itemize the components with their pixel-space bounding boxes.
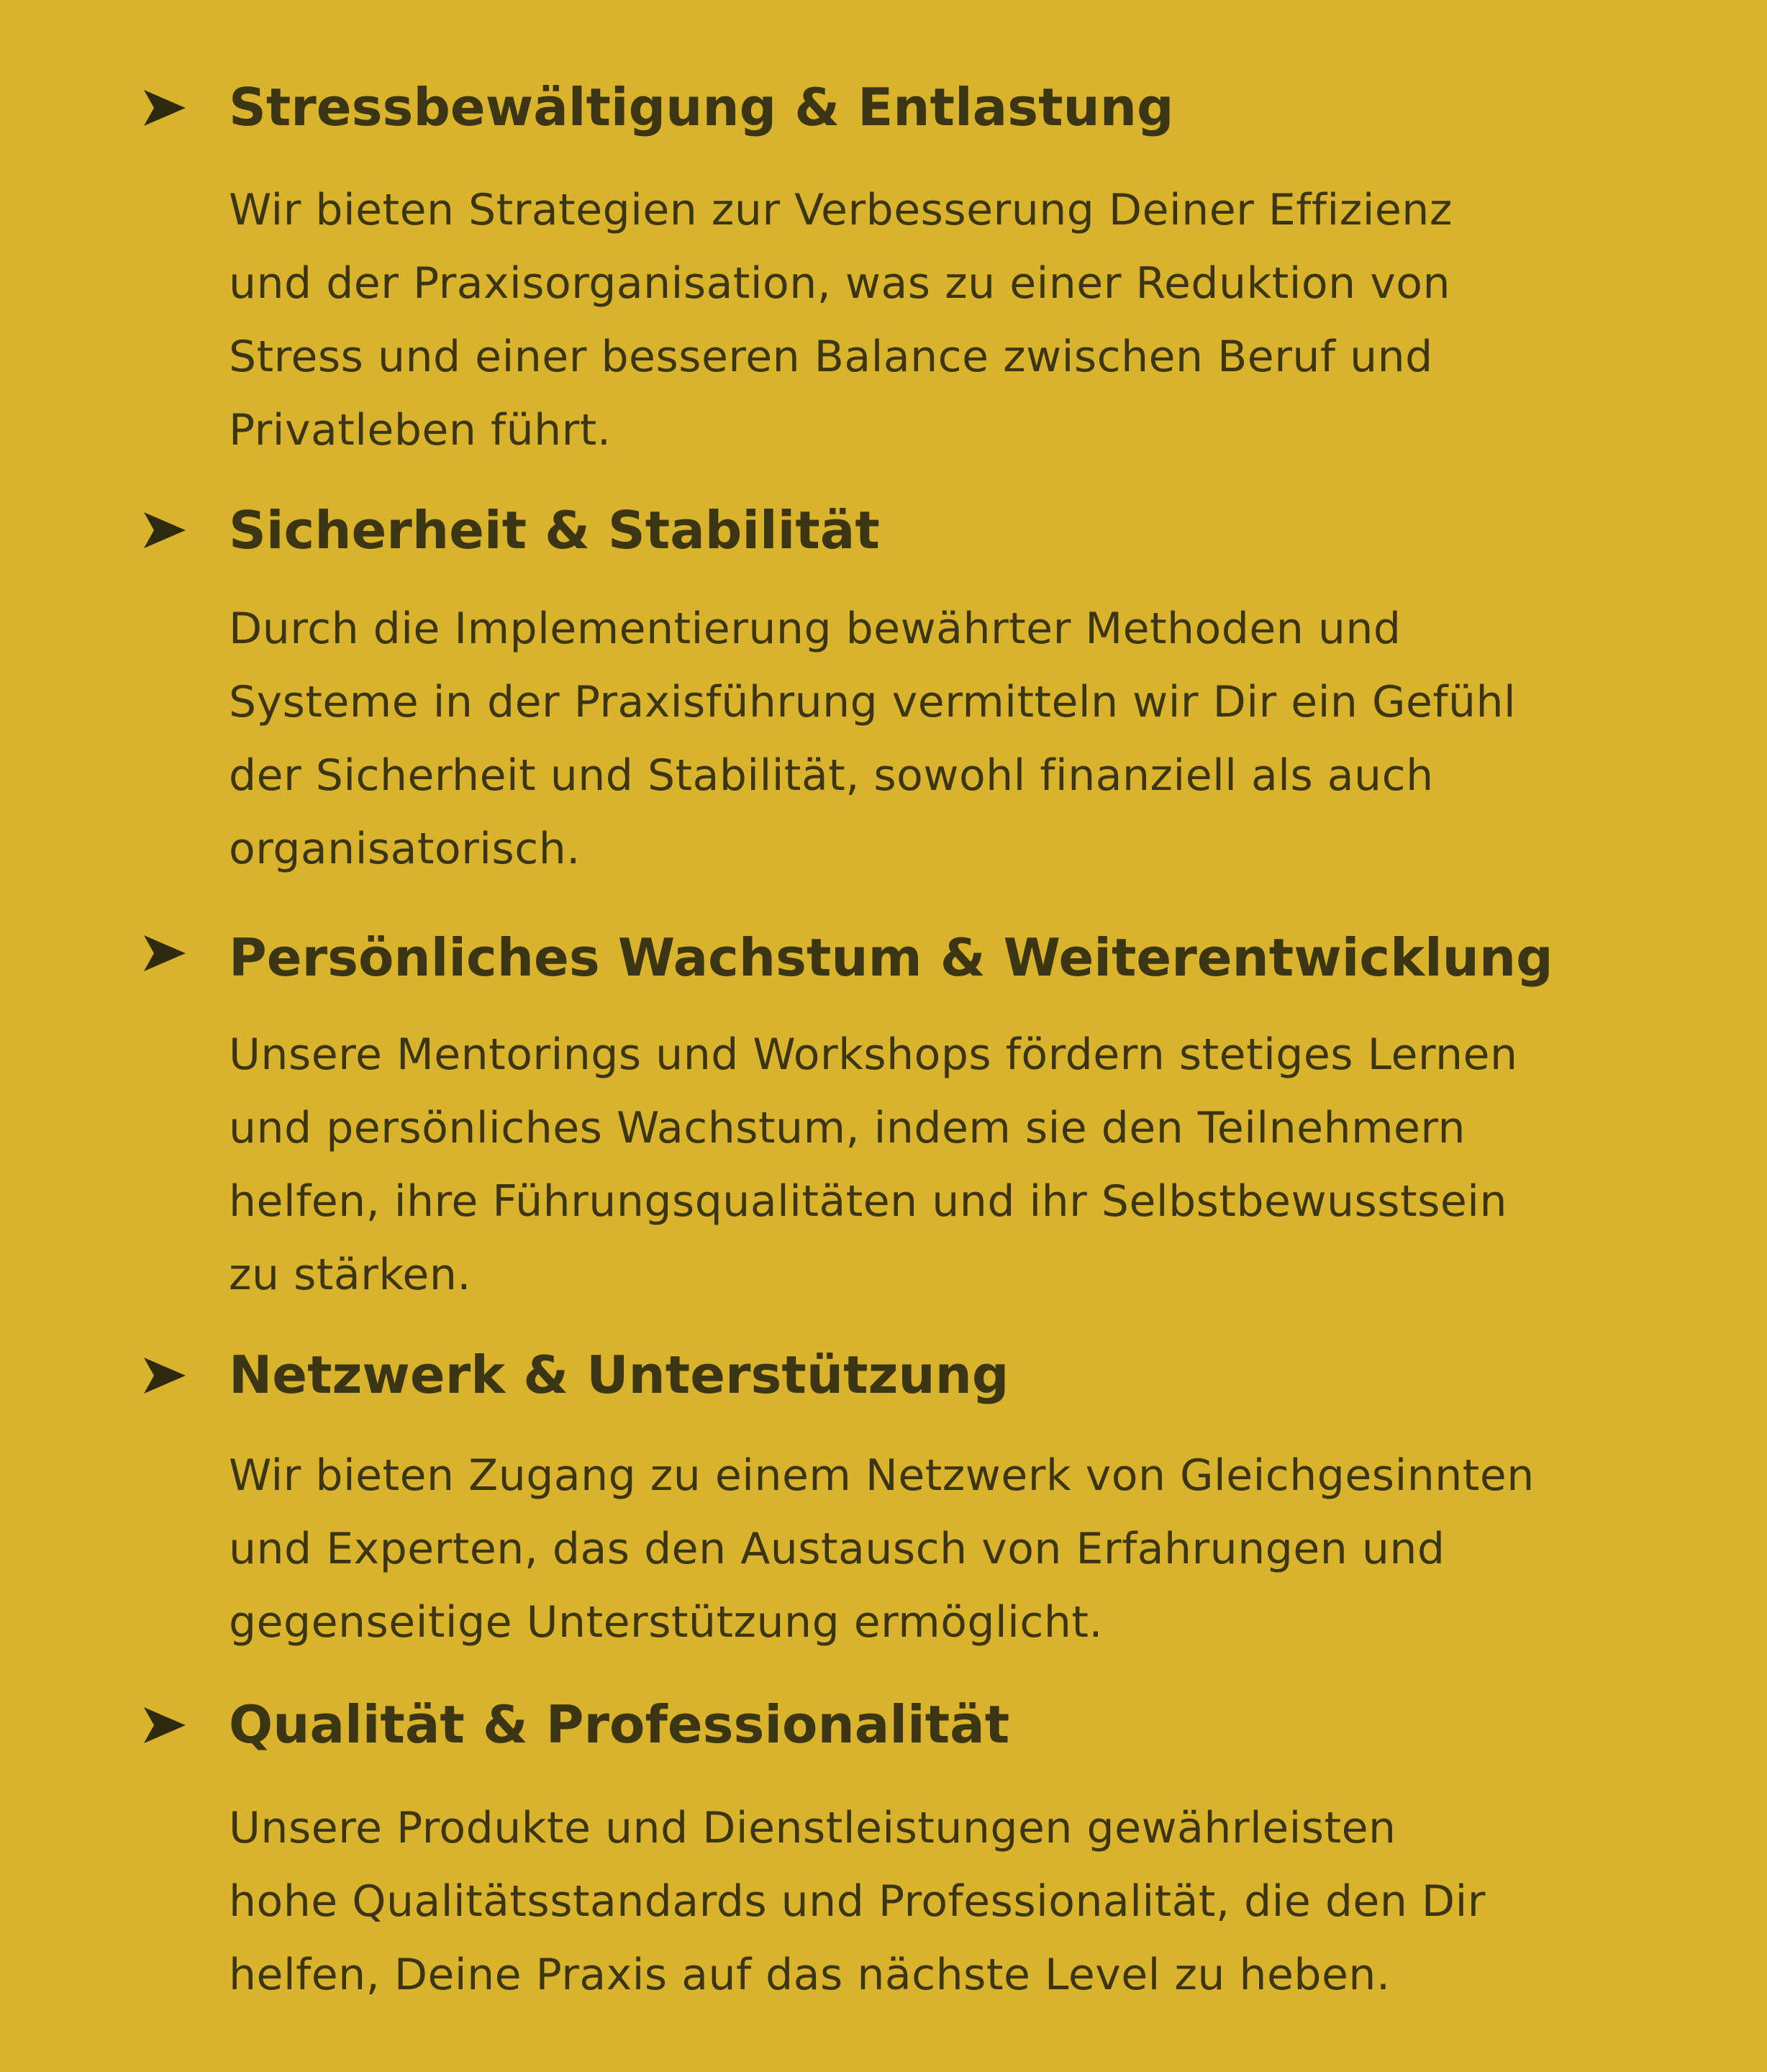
description-line: Privatleben führt. <box>229 405 612 455</box>
benefit-heading: Sicherheit & Stabilität <box>229 500 880 560</box>
description-line: Durch die Implementierung bewährter Methoden und <box>229 604 1402 654</box>
benefit-heading: Netzwerk & Unterstützung <box>229 1345 1009 1405</box>
description-line: helfen, Deine Praxis auf das nächste Level zu heben. <box>229 1950 1391 2000</box>
arrowhead-right-icon <box>144 1358 186 1394</box>
description-line: organisatorisch. <box>229 824 581 874</box>
description-line: und Experten, das den Austausch von Erfahrungen und <box>229 1524 1445 1574</box>
description-line: zu stärken. <box>229 1250 471 1300</box>
arrowhead-right-icon <box>144 935 186 971</box>
description-line: der Sicherheit und Stabilität, sowohl finanziell als auch <box>229 750 1434 801</box>
benefit-description <box>229 1018 1668 1312</box>
benefit-heading: Persönliches Wachstum & Weiterentwicklung <box>229 927 1553 988</box>
description-line: und persönliches Wachstum, indem sie den Teilnehmern <box>229 1103 1466 1153</box>
benefit-description <box>229 173 1668 467</box>
description-line: Unsere Mentorings und Workshops fördern stetiges Lernen <box>229 1030 1518 1080</box>
description-line: hohe Qualitätsstandards und Professionalität, die den Dir <box>229 1876 1486 1927</box>
arrowhead-right-icon <box>144 1707 186 1743</box>
benefit-heading: Stressbewältigung & Entlastung <box>229 77 1174 137</box>
description-line: Wir bieten Strategien zur Verbesserung Deiner Effizienz <box>229 185 1453 235</box>
description-line: helfen, ihre Führungsqualitäten und ihr Selbstbewusstsein <box>229 1176 1507 1227</box>
benefit-description <box>229 592 1668 886</box>
arrowhead-right-icon <box>144 90 186 126</box>
benefit-description <box>229 1439 1668 1659</box>
description-line: Stress und einer besseren Balance zwischen Beruf und <box>229 332 1433 382</box>
description-line: und der Praxisorganisation, was zu einer Reduktion von <box>229 258 1450 309</box>
description-line: gegenseitige Unterstützung ermöglicht. <box>229 1597 1103 1648</box>
benefit-heading: Qualität & Professionalität <box>229 1694 1010 1755</box>
description-line: Wir bieten Zugang zu einem Netzwerk von Gleichgesinnten <box>229 1450 1535 1501</box>
arrowhead-right-icon <box>144 512 186 548</box>
description-line: Unsere Produkte und Dienstleistungen gewährleisten <box>229 1803 1396 1853</box>
benefit-description <box>229 1791 1668 2012</box>
description-line: Systeme in der Praxisführung vermitteln wir Dir ein Gefühl <box>229 677 1517 727</box>
